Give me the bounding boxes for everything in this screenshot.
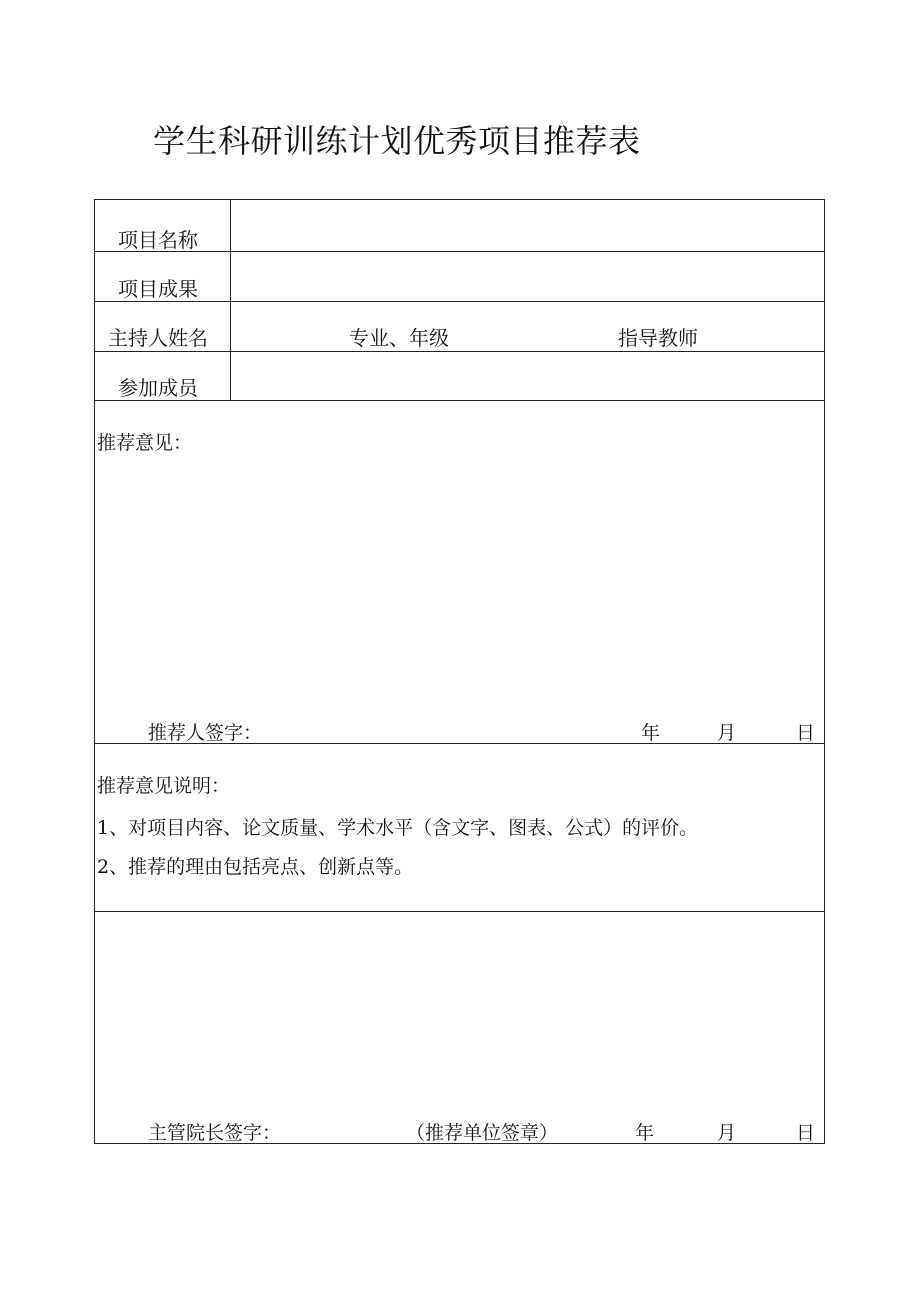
dean-day-label: 日 [796,1122,816,1144]
notes-item-2: 2、推荐的理由包括亮点、创新点等。 [97,856,414,878]
project-result-label: 项目成果 [118,277,198,301]
dean-month-label: 月 [717,1122,737,1144]
dean-year-label: 年 [635,1122,655,1144]
recommender-signature-label: 推荐人签字： [148,722,263,744]
advisor-label: 指导教师 [618,326,698,350]
project-name-label: 项目名称 [118,228,198,252]
row-divider [95,251,824,252]
row-divider [95,301,824,302]
major-grade-label: 专业、年级 [349,326,449,350]
recommendation-day-label: 日 [796,722,816,744]
notes-item-1: 1、对项目内容、论文质量、学术水平（含文字、图表、公式）的评价。 [97,817,699,839]
label-column-divider [230,200,231,400]
page-title: 学生科研训练计划优秀项目推荐表 [153,122,641,160]
row-divider [95,351,824,352]
recommendation-heading: 推荐意见： [97,432,193,454]
recommendation-year-label: 年 [641,722,661,744]
recommendation-form [94,199,825,1144]
row-divider [95,400,824,401]
recommendation-month-label: 月 [717,722,737,744]
host-name-label: 主持人姓名 [108,326,208,350]
members-label: 参加成员 [118,376,198,400]
unit-stamp-label: （推荐单位签章） [406,1122,559,1144]
section-divider [95,911,824,912]
dean-signature-label: 主管院长签字： [148,1122,282,1144]
notes-heading: 推荐意见说明： [97,775,231,797]
